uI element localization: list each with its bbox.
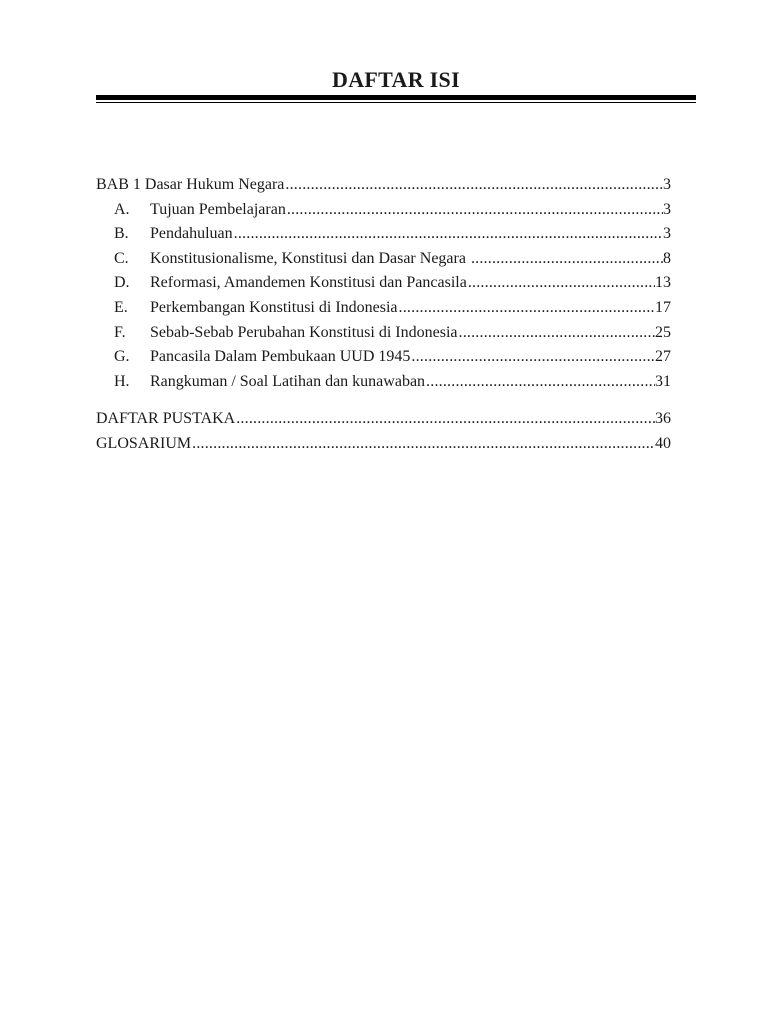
toc-page-number: 8 <box>663 249 671 267</box>
toc-section-letter: D. <box>114 274 130 292</box>
toc-entry-text: Konstitusionalisme, Konstitusi dan Dasar Negara <box>150 249 470 267</box>
toc-section-letter: E. <box>114 298 128 316</box>
toc-spacer <box>96 394 671 407</box>
toc-leader-dots <box>236 407 655 432</box>
toc-leader-dots <box>468 271 655 296</box>
toc-entry-text: Tujuan Pembelajaran <box>150 200 286 218</box>
toc-section-letter: A. <box>114 200 130 218</box>
toc-entry-section-c[interactable] <box>96 247 671 272</box>
toc-entry-text: Pendahuluan <box>150 225 233 243</box>
toc-entry-chapter-1[interactable] <box>96 173 671 198</box>
toc-entry-section-d[interactable] <box>96 271 671 296</box>
toc-entry-text: Pancasila Dalam Pembukaan UUD 1945 <box>150 348 411 366</box>
toc-entry-text: GLOSARIUM <box>96 434 192 452</box>
toc-entry-text: Perkembangan Konstitusi di Indonesia <box>150 298 398 316</box>
toc-entry-section-b[interactable] <box>96 222 671 247</box>
toc-entry-section-e[interactable] <box>96 296 671 321</box>
title-rule-thick <box>96 95 696 100</box>
toc-leader-dots <box>287 198 663 223</box>
toc-leader-dots <box>285 173 663 198</box>
toc-entry-text: Sebab-Sebab Perubahan Konstitusi di Indonesia <box>150 323 458 341</box>
toc-leader-dots <box>192 432 655 457</box>
toc-entry-section-g[interactable] <box>96 345 671 370</box>
toc-entry-text: Reformasi, Amandemen Konstitusi dan Pancasila <box>150 274 467 292</box>
toc-section-letter: C. <box>114 249 129 267</box>
toc-page-number: 36 <box>655 410 671 428</box>
table-of-contents <box>96 173 671 457</box>
toc-page-number: 3 <box>663 176 671 193</box>
toc-leader-dots <box>426 370 655 395</box>
toc-page-number: 25 <box>655 323 671 341</box>
toc-section-letter: H. <box>114 372 130 390</box>
toc-page-number: 3 <box>663 225 671 243</box>
toc-leader-dots <box>411 345 655 370</box>
toc-page-number: 40 <box>655 434 671 452</box>
toc-page-number: 13 <box>655 274 671 292</box>
toc-leader-dots <box>234 222 663 247</box>
toc-page-number: 27 <box>655 348 671 366</box>
toc-section-letter: G. <box>114 348 130 366</box>
toc-leader-dots <box>399 296 655 321</box>
toc-entry-daftar-pustaka[interactable] <box>96 407 671 432</box>
toc-entry-section-h[interactable] <box>96 370 671 395</box>
toc-entry-section-f[interactable] <box>96 321 671 346</box>
page-title: DAFTAR ISI <box>332 67 460 92</box>
toc-entry-text: BAB 1 Dasar Hukum Negara <box>96 176 285 193</box>
toc-page-number: 31 <box>655 372 671 390</box>
toc-entry-text: Rangkuman / Soal Latihan dan kunawaban <box>150 372 426 390</box>
toc-entry-section-a[interactable] <box>96 198 671 223</box>
toc-section-letter: B. <box>114 225 129 243</box>
toc-page-number: 17 <box>655 298 671 316</box>
toc-leader-dots <box>459 321 656 346</box>
toc-section-letter: F. <box>114 323 126 341</box>
toc-entry-text: DAFTAR PUSTAKA <box>96 410 236 428</box>
title-rule-thin <box>96 102 696 103</box>
toc-leader-dots <box>471 247 663 272</box>
toc-entry-glosarium[interactable] <box>96 432 671 457</box>
toc-page-number: 3 <box>663 200 671 218</box>
